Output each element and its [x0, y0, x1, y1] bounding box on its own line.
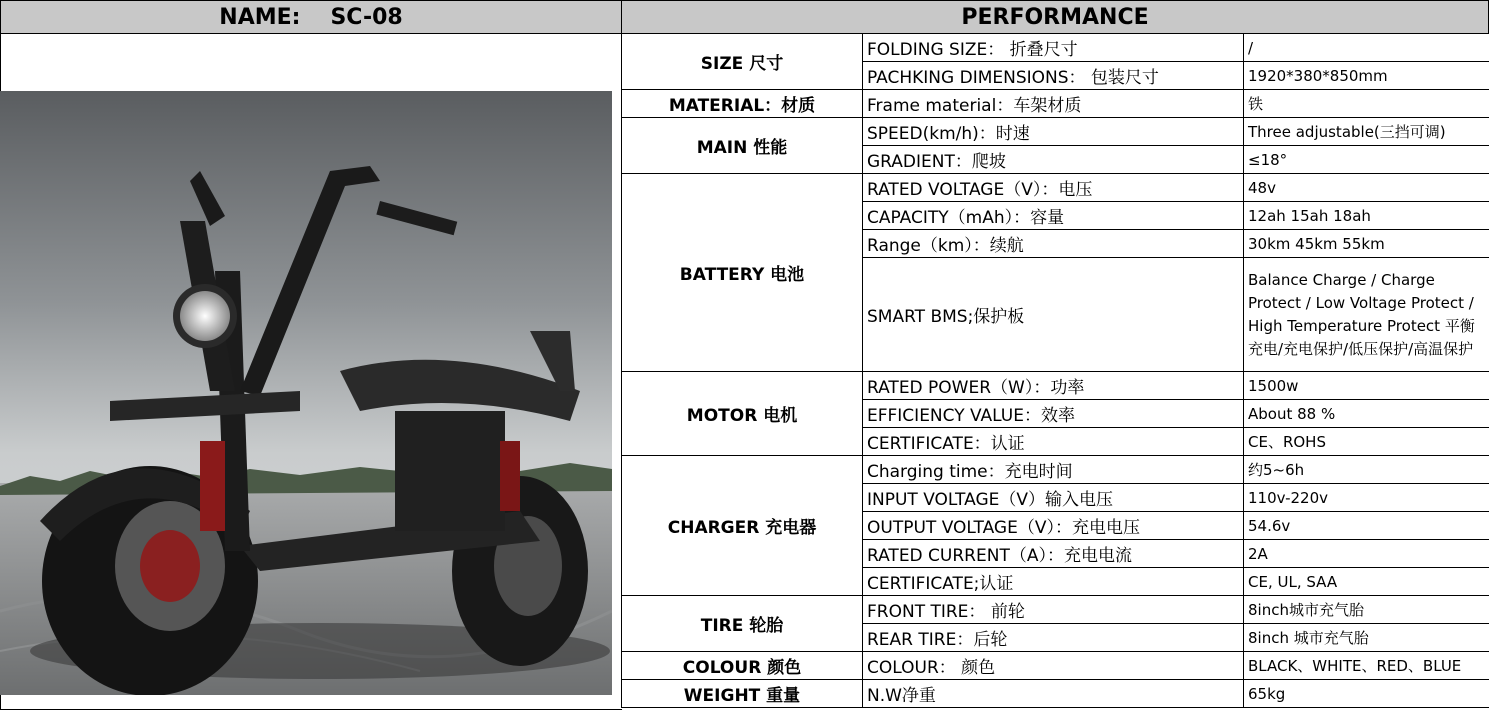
spec-value: CE, UL, SAA: [1244, 568, 1489, 596]
spec-row: [622, 456, 1489, 484]
name-label: NAME:: [219, 4, 301, 30]
spec-value: 110v-220v: [1244, 484, 1489, 512]
spec-label: COLOUR： 颜色: [863, 652, 1244, 680]
spec-category: SIZE 尺寸: [622, 34, 863, 90]
spec-label: Frame material：车架材质: [863, 90, 1244, 118]
spec-label: CERTIFICATE;认证: [863, 568, 1244, 596]
spec-label: RATED VOLTAGE（V）：电压: [863, 174, 1244, 202]
spec-value: About 88 %: [1244, 400, 1489, 428]
spec-label: EFFICIENCY VALUE：效率: [863, 400, 1244, 428]
spec-label: CAPACITY（mAh）：容量: [863, 202, 1244, 230]
spec-row: [622, 90, 1489, 118]
spec-label: PACHKING DIMENSIONS： 包装尺寸: [863, 62, 1244, 90]
spec-category: BATTERY 电池: [622, 174, 863, 372]
spec-label: Charging time：充电时间: [863, 456, 1244, 484]
spec-value: CE、ROHS: [1244, 428, 1489, 456]
spec-label: REAR TIRE：后轮: [863, 624, 1244, 652]
spec-value: 65kg: [1244, 680, 1489, 708]
spec-row: [622, 596, 1489, 624]
spec-label: OUTPUT VOLTAGE（V）：充电电压: [863, 512, 1244, 540]
spec-category: CHARGER 充电器: [622, 456, 863, 596]
performance-label: PERFORMANCE: [961, 4, 1149, 30]
scooter-photo: [0, 91, 612, 695]
spec-value: 2A: [1244, 540, 1489, 568]
spec-label: SPEED(km/h)：时速: [863, 118, 1244, 146]
model-name: SC-08: [330, 4, 403, 30]
spec-row: [622, 34, 1489, 62]
spec-row: [622, 680, 1489, 708]
spec-value: 1920*380*850mm: [1244, 62, 1489, 90]
spec-row: [622, 118, 1489, 146]
name-header: [0, 0, 622, 34]
spec-value: 54.6v: [1244, 512, 1489, 540]
spec-category: TIRE 轮胎: [622, 596, 863, 652]
spec-label: N.W净重: [863, 680, 1244, 708]
spec-value: 8inch 城市充气胎: [1244, 624, 1489, 652]
spec-value: 12ah 15ah 18ah: [1244, 202, 1489, 230]
spec-label: RATED POWER（W）：功率: [863, 372, 1244, 400]
spec-category: MAIN 性能: [622, 118, 863, 174]
spec-value: Balance Charge / Charge Protect / Low Voltage Protect / High Temperature Protect 平衡充电/充电保护/低压保护/高温保护: [1244, 258, 1489, 372]
spec-value: BLACK、WHITE、RED、BLUE: [1244, 652, 1489, 680]
spec-category: MATERIAL：材质: [622, 90, 863, 118]
spec-table: [621, 33, 1489, 708]
spec-row: [622, 652, 1489, 680]
spec-label: CERTIFICATE：认证: [863, 428, 1244, 456]
spec-label: RATED CURRENT（A）：充电电流: [863, 540, 1244, 568]
spec-value: /: [1244, 34, 1489, 62]
spec-row: [622, 372, 1489, 400]
spec-label: Range（km）：续航: [863, 230, 1244, 258]
performance-header: [621, 0, 1489, 34]
spec-value: Three adjustable(三挡可调): [1244, 118, 1489, 146]
spec-value: 1500w: [1244, 372, 1489, 400]
spec-label: FOLDING SIZE： 折叠尺寸: [863, 34, 1244, 62]
spec-value: 48v: [1244, 174, 1489, 202]
spec-label: INPUT VOLTAGE（V）输入电压: [863, 484, 1244, 512]
spec-value: 铁: [1244, 90, 1489, 118]
spec-value: ≤18°: [1244, 146, 1489, 174]
spec-category: COLOUR 颜色: [622, 652, 863, 680]
spec-category: MOTOR 电机: [622, 372, 863, 456]
spec-row: [622, 174, 1489, 202]
spec-label: FRONT TIRE： 前轮: [863, 596, 1244, 624]
spec-value: 8inch城市充气胎: [1244, 596, 1489, 624]
spec-label: SMART BMS;保护板: [863, 258, 1244, 372]
spec-label: GRADIENT：爬坡: [863, 146, 1244, 174]
spec-value: 约5~6h: [1244, 456, 1489, 484]
spec-value: 30km 45km 55km: [1244, 230, 1489, 258]
spec-category: WEIGHT 重量: [622, 680, 863, 708]
